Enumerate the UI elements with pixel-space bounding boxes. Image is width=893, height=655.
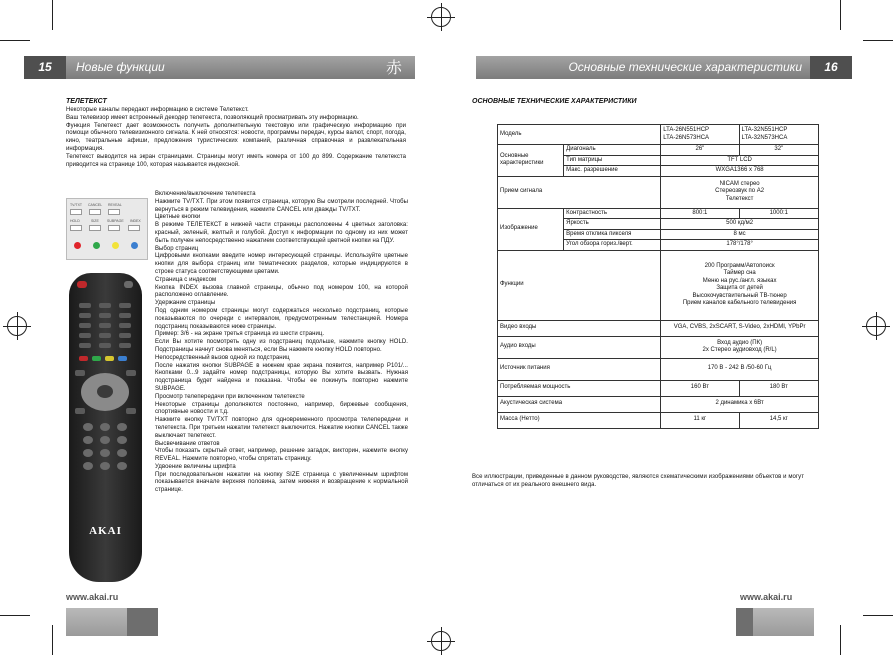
table-cell: Модель — [498, 125, 661, 145]
right-page-number: 16 — [810, 56, 852, 79]
paragraph: Выбор страниц — [155, 245, 199, 252]
table-row — [498, 412, 819, 428]
table-cell: Макс. разрешение — [564, 166, 661, 177]
remote-button-icon — [75, 370, 85, 376]
green-button-icon — [93, 242, 100, 249]
table-row — [498, 125, 819, 145]
left-footer-bar — [66, 608, 127, 636]
blue-button-icon — [118, 356, 127, 361]
panel-button — [128, 225, 140, 231]
table-cell: TFT LCD — [661, 155, 819, 166]
remote-button-icon — [79, 333, 91, 338]
number-button-icon — [83, 423, 93, 431]
number-button-icon — [117, 449, 127, 457]
number-button-icon — [117, 423, 127, 431]
registration-mark-top-left — [431, 7, 451, 27]
number-button-icon — [117, 462, 127, 470]
paragraph: Чтобы показать скрытый ответ, например, решение загадок, викторин, нажмите кнопку REVEAL. Нажмите повторно, чтобы спрятать страницу. — [155, 448, 408, 463]
yellow-button-icon — [105, 356, 114, 361]
remote-button-icon — [75, 408, 85, 414]
table-cell: 1000:1 — [739, 208, 818, 219]
table-cell: 26" — [661, 145, 739, 156]
table-row — [498, 358, 819, 380]
ok-button-icon — [97, 385, 113, 398]
remote-button-icon — [79, 303, 91, 308]
crop-mark — [863, 615, 893, 616]
paragraph: Цифровыми кнопками введите номер интересующей страницы. Используйте цветные кнопки для выбора страниц или тематических разделов, которые индицируются в строке статуса соответствующими цветами. — [155, 253, 408, 275]
table-cell: 2 динамика х 6Вт — [661, 396, 819, 412]
number-button-icon — [83, 449, 93, 457]
right-header-title: Основные технические характеристики — [568, 60, 802, 74]
number-button-icon — [100, 462, 110, 470]
table-row — [498, 320, 819, 336]
teletext-instructions — [155, 191, 408, 495]
blue-button-icon — [131, 242, 138, 249]
table-cell: Видео входы — [498, 320, 661, 336]
remote-button-icon — [79, 323, 91, 328]
crop-mark — [840, 625, 841, 655]
remote-button-icon — [99, 303, 111, 308]
remote-button-icon — [119, 343, 131, 348]
table-cell: LTA-32N551HCP LTA-32N573HCA — [739, 125, 818, 145]
crop-mark — [0, 615, 30, 616]
teletext-section-title: ТЕЛЕТЕКСТ — [66, 98, 107, 105]
table-row — [498, 380, 819, 396]
illustration-note: Все иллюстрации, приведенные в данном руководстве, являются схематическими изображениями объектов и могут отличаться от их реального внешнего вида. — [472, 474, 804, 488]
panel-label-hold: HOLD — [70, 219, 80, 223]
panel-label-size: SIZE — [91, 219, 99, 223]
table-cell: Потребляемая мощность — [498, 380, 661, 396]
left-header-bar — [66, 56, 415, 79]
remote-control-illustration — [69, 273, 142, 582]
table-cell: Источник питания — [498, 358, 661, 380]
left-page-number: 15 — [24, 56, 66, 79]
teletext-intro — [66, 107, 406, 169]
paragraph: Пример: 3/6 - на экране третья страница из шести страниц. — [155, 331, 325, 338]
panel-button — [89, 225, 101, 231]
akai-logo-icon: 赤 — [386, 58, 403, 77]
table-cell: 170 В - 242 В /50-60 Гц — [661, 358, 819, 380]
paragraph: Некоторые страницы дополняются постоянно, например, биржевые сообщения, спортивные новости и т.д. — [155, 401, 408, 416]
paragraph: После нажатия кнопки SUBPAGE в нижнем крае экрана появится, например P101/... Кнопками 0...9 задайте номер подстраницы, которую Вы хотите вызвать. Нужная подстраница будет найдена и показана. Чтобы ее покинуть повторно нажмите SUBPAGE. — [155, 362, 408, 392]
registration-mark-bottom — [431, 631, 451, 651]
number-button-icon — [117, 436, 127, 444]
panel-button — [70, 209, 82, 215]
left-header-title: Новые функции — [76, 60, 165, 74]
panel-button — [108, 225, 120, 231]
crop-mark — [52, 0, 53, 30]
number-button-icon — [100, 449, 110, 457]
remote-button-icon — [79, 313, 91, 318]
intro-paragraph: Функция Телетекст дает возможность получить дополнительную текстовую или графическую информацию при помощи обычного телевизионного сигнала. К ней относятся: новости, программы передач, курсы валют, спорт, погода, кино, театральные афиши, предложения туристических компаний, различная справочная и развлекательная информация. — [66, 122, 406, 152]
paragraph: Высвечивание ответов — [155, 440, 220, 447]
table-cell: 500 кд/м2 — [661, 219, 819, 230]
table-cell: Аудио входы — [498, 336, 661, 358]
crop-mark — [863, 40, 893, 41]
number-button-icon — [100, 423, 110, 431]
paragraph: Непосредственный вызов одной из подстраниц — [155, 354, 290, 361]
table-cell: Время отклика пикселя — [564, 229, 661, 240]
table-cell: 32" — [739, 145, 818, 156]
table-cell: 178°/178° — [661, 240, 819, 251]
table-cell: 200 Программ/Автопоиск Таймер сна Меню на рус./англ. языках Защита от детей Высокочувствительный ТВ-тюнер Прием каналов кабельного телевидения — [661, 250, 819, 320]
paragraph: Страница с индексом — [155, 276, 217, 283]
table-cell: 14,5 кг — [739, 412, 818, 428]
crop-mark — [0, 40, 30, 41]
table-row — [498, 336, 819, 358]
remote-button-icon — [119, 333, 131, 338]
panel-label-tvtxt: TV/TXT — [70, 203, 83, 207]
table-row — [498, 250, 819, 320]
panel-button — [108, 209, 120, 215]
number-button-icon — [100, 436, 110, 444]
panel-label-cancel: CANCEL — [88, 203, 103, 207]
number-button-icon — [83, 436, 93, 444]
paragraph: Под одним номером страницы могут содержаться несколько подстраниц, которые показываются по очереди с интервалом, предусмотренным телестанцией. Номера подстраниц показываются ниже страницы. — [155, 307, 408, 330]
table-cell: VGA, CVBS, 2xSCART, S-Video, 2xHDMI, YPbPr — [661, 320, 819, 336]
paragraph: Кнопка INDEX вызова главной страницы, обычно под номером 100, на которой расположено оглавление. — [155, 284, 408, 299]
intro-paragraph: Ваш телевизор имеет встроенный декодер телетекста, позволяющий просматривать эту информацию. — [66, 114, 359, 121]
remote-button-icon — [124, 281, 133, 288]
crop-mark — [52, 625, 53, 655]
table-cell: 8 мс — [661, 229, 819, 240]
paragraph: Удержание страницы — [155, 300, 216, 307]
intro-paragraph: Некоторые каналы передают информацию в системе Телетекст. — [66, 107, 249, 113]
table-cell: Основные характеристики — [498, 145, 564, 177]
remote-button-icon — [99, 313, 111, 318]
remote-button-icon — [126, 408, 136, 414]
remote-button-icon — [119, 313, 131, 318]
table-row — [498, 176, 819, 208]
red-button-icon — [74, 242, 81, 249]
panel-label-index: INDEX — [130, 219, 141, 223]
table-row — [498, 145, 819, 156]
remote-brand-logo: AKAI — [89, 525, 122, 537]
remote-button-icon — [79, 343, 91, 348]
registration-mark-left — [7, 316, 27, 336]
table-cell: Акустическая система — [498, 396, 661, 412]
right-website: www.akai.ru — [740, 592, 793, 602]
table-cell: Тип матрицы — [564, 155, 661, 166]
right-header-bar — [476, 56, 810, 79]
paragraph: Просмотр телепередачи при включенном телетексте — [155, 393, 305, 400]
paragraph: Удвоение величины шрифта — [155, 463, 236, 470]
crop-mark — [840, 0, 841, 30]
intro-paragraph: Телетекст выводится на экран страницами. Страницы могут иметь номера от 100 до 899. Содержание телетекста приводится на странице 100, которая называется индексной. — [66, 153, 406, 168]
red-button-icon — [79, 356, 88, 361]
registration-mark-right — [866, 316, 886, 336]
specifications-table — [497, 124, 819, 429]
remote-button-icon — [99, 343, 111, 348]
paragraph: Нажмите кнопку TV/TXT повторно для одновременного просмотра телепередачи и телетекста. При третьем нажатии телетекст выключится. Нажатие кнопки CANCEL также выключает телетекст. — [155, 417, 408, 439]
table-row — [498, 208, 819, 219]
table-cell: 11 кг — [661, 412, 739, 428]
table-cell: 180 Вт — [739, 380, 818, 396]
table-cell: Контрастность — [564, 208, 661, 219]
paragraph: В режиме ТЕЛЕТЕКСТ в нижней части страницы расположены 4 цветных заголовка: красный, зеленый, желтый и голубой. Доступ к информации по одному из них может быть получен непосредственно нажатием соответствующей цветной кнопки на ПДУ. — [155, 222, 408, 244]
paragraph: Включение/выключение телетекста — [155, 191, 256, 197]
table-cell: Вход аудио (ПК) 2х Стерео аудиовход (R/L) — [661, 336, 819, 358]
yellow-button-icon — [112, 242, 119, 249]
panel-button — [89, 209, 101, 215]
spec-section-title: ОСНОВНЫЕ ТЕХНИЧЕСКИЕ ХАРАКТЕРИСТИКИ — [472, 98, 637, 105]
number-button-icon — [83, 462, 93, 470]
paragraph: Цветные кнопки — [155, 214, 201, 221]
remote-button-icon — [99, 333, 111, 338]
table-cell: LTA-26N551HCP LTA-26N573HCA — [661, 125, 739, 145]
panel-button — [70, 225, 82, 231]
table-cell: Угол обзора гориз./верт. — [564, 240, 661, 251]
table-cell: Диагональ — [564, 145, 661, 156]
table-cell: Функции — [498, 250, 661, 320]
remote-button-icon — [119, 303, 131, 308]
paragraph: При последовательном нажатии на кнопку SIZE страница с увеличенным шрифтом показывается вначале верхняя половина, затем нижняя и возвращение к нормальной странице. — [155, 471, 408, 494]
table-cell: Изображение — [498, 208, 564, 250]
table-cell: 800:1 — [661, 208, 739, 219]
panel-label-reveal: REVEAL — [108, 203, 122, 207]
table-cell: 160 Вт — [661, 380, 739, 396]
table-cell: Яркость — [564, 219, 661, 230]
teletext-buttons-illustration — [66, 198, 148, 260]
table-cell: Масса (Нетто) — [498, 412, 661, 428]
remote-button-icon — [126, 370, 136, 376]
panel-label-subpage: SUBPAGE — [107, 219, 124, 223]
right-footer-bar — [736, 608, 753, 636]
left-website: www.akai.ru — [66, 592, 119, 602]
right-footer-bar — [753, 608, 814, 636]
left-footer-bar — [127, 608, 158, 636]
green-button-icon — [92, 356, 101, 361]
remote-button-icon — [99, 323, 111, 328]
paragraph: Нажмите TV/TXT. При этом появится страница, которую Вы смотрели последней. Чтобы вернуться в режим телевидения, нажмите CANCEL или дважды TV/TXT. — [155, 198, 408, 213]
table-cell: NICAM стерео Стереозвук по А2 Телетекст — [661, 176, 819, 208]
table-cell: Прием сигнала — [498, 176, 661, 208]
power-button-icon — [77, 281, 87, 288]
remote-button-icon — [119, 323, 131, 328]
table-row — [498, 396, 819, 412]
paragraph: Если Вы хотите посмотреть одну из подстраниц подольше, нажмите кнопку HOLD. Подстраницы начнут снова меняться, если Вы нажмете кнопку HOLD повторно. — [155, 339, 408, 353]
table-cell: WXGA1366 x 768 — [661, 166, 819, 177]
